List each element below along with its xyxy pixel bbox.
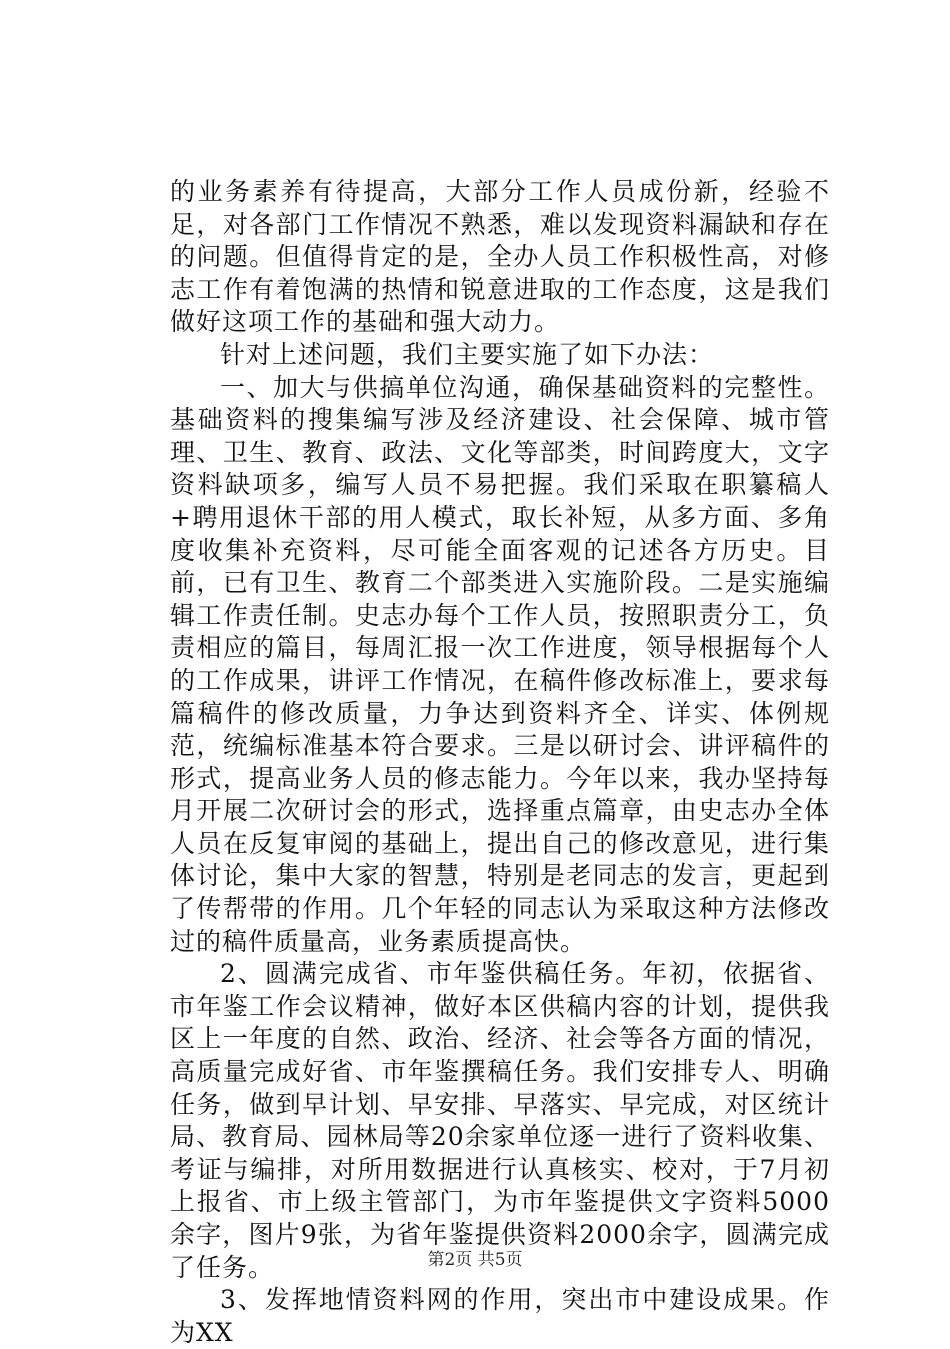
paragraph-5: 3、发挥地情资料网的作用，突出市中建设成果。作为XX xyxy=(170,1285,830,1347)
paragraph-1: 的业务素养有待提高，大部分工作人员成份新，经验不足，对各部门工作情况不熟悉，难以发现资料漏缺和存在的问题。但值得肯定的是，全办人员工作积极性高，对修志工作有着饱满的热情和锐意进取的工作态度，这是我们做好这项工作的基础和强大动力。 xyxy=(170,177,830,337)
page-number-footer: 第2页 共5页 xyxy=(427,1250,523,1270)
paragraph-2: 针对上述问题，我们主要实施了如下办法： xyxy=(220,339,715,369)
paragraph-4: 2、圆满完成省、市年鉴供稿任务。年初，依据省、市年鉴工作会议精神，做好本区供稿内容的计划，提供我区上一年度的自然、政治、经济、社会等各方面的情况，高质量完成好省、市年鉴撰稿任务。我们安排专人、明确任务，做到早计划、早安排、早落实、早完成，对区统计局、教育局、园林局等20余家单位逐一进行了资料收集、考证与编排，对所用数据进行认真核实、校对，于7月初上报省、市上级主管部门，为市年鉴提供文字资料5000余字，图片9张，为省年鉴提供资料2000余字，圆满完成了任务。 xyxy=(170,959,830,1282)
paragraph-3: 一、加大与供搞单位沟通，确保基础资料的完整性。基础资料的搜集编写涉及经济建设、社会保障、城市管理、卫生、教育、政法、文化等部类，时间跨度大，文字资料缺项多，编写人员不易把握。我们采取在职纂稿人+聘用退休干部的用人模式，取长补短，从多方面、多角度收集补充资料，尽可能全面客观的记述各方历史。目前，已有卫生、教育二个部类进入实施阶段。二是实施编辑工作责任制。史志办每个工作人员，按照职责分工，负责相应的篇目，每周汇报一次工作进度，领导根据每个人的工作成果，讲评工作情况，在稿件修改标准上，要求每篇稿件的修改质量，力争达到资料齐全、详实、体例规范，统编标准基本符合要求。三是以研讨会、讲评稿件的形式，提高业务人员的修志能力。今年以来，我办坚持每月开展二次研讨会的形式，选择重点篇章，由史志办全体人员在反复审阅的基础上，提出自己的修改意见，进行集体讨论，集中大家的智慧，特别是老同志的发言，更起到了传帮带的作用。几个年轻的同志认为采取这种方法修改过的稿件质量高，业务素质提高快。 xyxy=(170,372,830,956)
document-body xyxy=(170,176,830,1349)
